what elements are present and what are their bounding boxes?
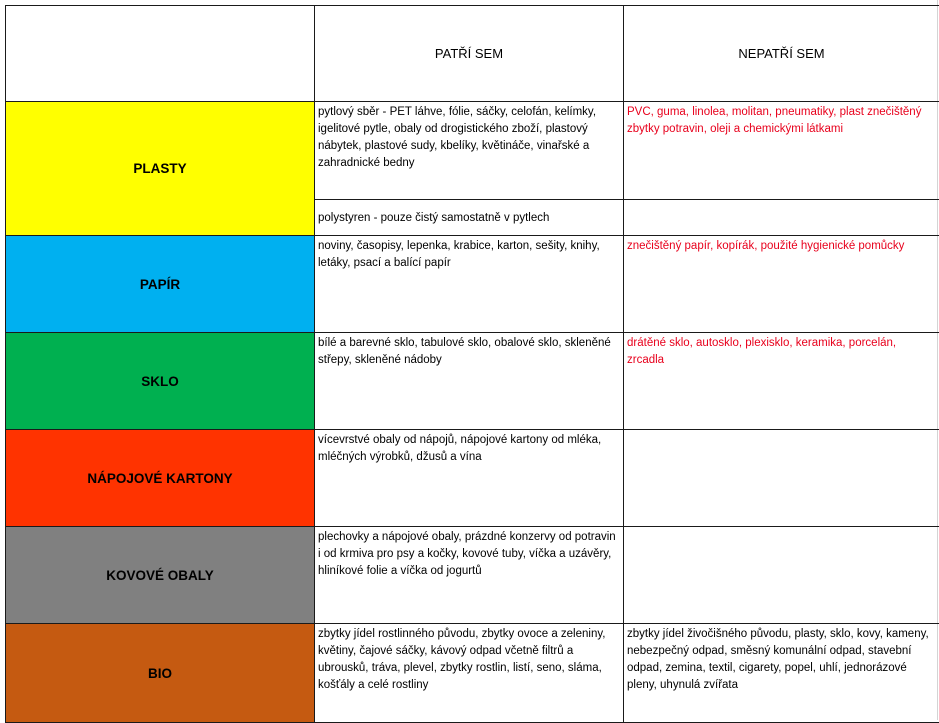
table-row-bio	[6, 624, 939, 723]
not-belongs-cell-bio[interactable]: zbytky jídel živočišného původu, plasty, sklo, kovy, kameny, nebezpečný odpad, směsný komunální odpad, stavební odpad, zemina, textil, cigarety, popel, uhlí, jednorázové pleny, uhynulá zvířata	[624, 624, 939, 723]
category-cell-plasty[interactable]: PLASTY	[6, 102, 315, 236]
category-cell-papir[interactable]: PAPÍR	[6, 236, 315, 333]
category-cell-bio[interactable]: BIO	[6, 624, 315, 723]
not-belongs-cell-papir[interactable]: znečištěný papír, kopírák, použité hygienické pomůcky	[624, 236, 939, 333]
waste-sorting-table	[5, 5, 939, 723]
not-belongs-cell-kovove-obaly[interactable]	[624, 527, 939, 624]
not-belongs-cell-plasty-empty[interactable]	[624, 200, 939, 236]
category-cell-kovove-obaly[interactable]: KOVOVÉ OBALY	[6, 527, 315, 624]
belongs-cell-plasty-polystyren[interactable]: polystyren - pouze čistý samostatně v pytlech	[315, 200, 624, 236]
not-belongs-cell-sklo[interactable]: drátěné sklo, autosklo, plexisklo, keramika, porcelán, zrcadla	[624, 333, 939, 430]
table-row-papir	[6, 236, 939, 333]
table-row-plasty	[6, 102, 939, 200]
header-row	[6, 6, 939, 102]
belongs-cell-napojove-kartony[interactable]: vícevrstvé obaly od nápojů, nápojové kartony od mléka, mléčných výrobků, džusů a vína	[315, 430, 624, 527]
belongs-cell-papir[interactable]: noviny, časopisy, lepenka, krabice, karton, sešity, knihy, letáky, psací a balící papír	[315, 236, 624, 333]
header-cell-not-belongs[interactable]: NEPATŘÍ SEM	[624, 6, 939, 102]
category-cell-sklo[interactable]: SKLO	[6, 333, 315, 430]
belongs-cell-bio[interactable]: zbytky jídel rostlinného původu, zbytky ovoce a zeleniny, květiny, čajové sáčky, kávový odpad včetně filtrů a ubrousků, tráva, plevel, zbytky rostlin, listí, seno, sláma, košťály a celé rostliny	[315, 624, 624, 723]
not-belongs-cell-plasty[interactable]: PVC, guma, linolea, molitan, pneumatiky, plast znečištěný zbytky potravin, oleji a chemickými látkami	[624, 102, 939, 200]
not-belongs-cell-napojove-kartony[interactable]	[624, 430, 939, 527]
belongs-cell-sklo[interactable]: bílé a barevné sklo, tabulové sklo, obalové sklo, skleněné střepy, skleněné nádoby	[315, 333, 624, 430]
header-cell-category[interactable]	[6, 6, 315, 102]
category-cell-napojove-kartony[interactable]: NÁPOJOVÉ KARTONY	[6, 430, 315, 527]
belongs-cell-kovove-obaly[interactable]: plechovky a nápojové obaly, prázdné konzervy od potravin i od krmiva pro psy a kočky, kovové tuby, víčka a uzávěry, hliníkové folie a víčka od jogurtů	[315, 527, 624, 624]
header-cell-belongs[interactable]: PATŘÍ SEM	[315, 6, 624, 102]
belongs-cell-plasty[interactable]: pytlový sběr - PET láhve, fólie, sáčky, celofán, kelímky, igelitové pytle, obaly od drogistického zboží, plastový nábytek, plastové sudy, kbelíky, květináče, vinařské a zahradnické bedny	[315, 102, 624, 200]
table-row-napojove-kartony	[6, 430, 939, 527]
table-row-sklo	[6, 333, 939, 430]
table-row-kovove-obaly	[6, 527, 939, 624]
